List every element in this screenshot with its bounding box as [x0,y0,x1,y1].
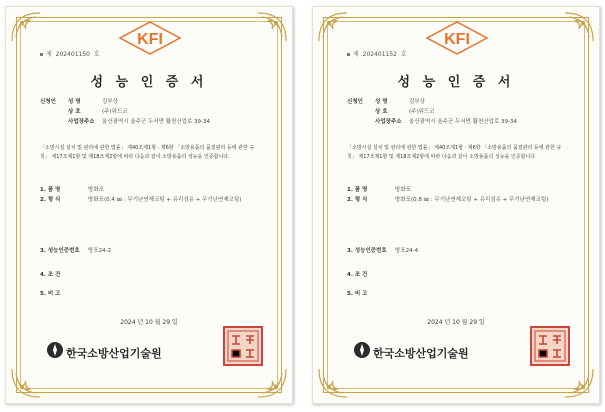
field-label [347,117,375,127]
issue-date: 2024 년 10 월 29 일 [427,319,485,326]
official-seal-icon [222,325,264,367]
legal-statement: 「소방시설 설치 및 관리에 관한 법률」 제40조제1항 · 제6항 「소방용품의 품질관리 등에 관한 규칙」 제17조제1항 및 제18조제2항에 따라 다음과 같이 소방용품의 성능을 인증합니다. [40,145,255,160]
field-label: 성 명 [68,99,81,105]
field-label: 4. 조 건 [347,272,368,278]
applicant-row [40,97,210,107]
bullet-icon [40,53,43,56]
item-remarks [40,290,88,299]
field-label [347,107,375,117]
issuing-organization: 한국소방산업기술원 [66,347,162,360]
field-value: 울산광역시 울주군 두서면 활천산업로 39-34 [102,119,210,125]
certificate-title: 성 능 인 증 서 [90,75,208,90]
field-label: 3. 성능인증번호 [347,248,387,254]
corner-ornament-icon [254,11,288,45]
official-seal-icon [529,325,571,367]
applicant-label: 신청인 [40,99,56,105]
emblem-icon [46,341,64,359]
certificate-number: 제 202401150 호 [40,49,100,58]
applicant-row [40,117,210,127]
field-label: 1. 품 명 [40,187,61,193]
field-value: 울산광역시 울주군 두서면 활천산업로 39-34 [409,119,517,125]
field-label: 5. 비 고 [40,291,61,297]
item-cert-number [40,247,111,256]
field-value: 방화포(0.8 ㎜ : 무기난연제코팅 + 유리섬유 + 무기난연제코팅) [395,197,549,203]
item-cert-number [347,247,418,256]
field-label: 상 호 [68,109,81,115]
field-label: 사업장주소 [68,119,95,125]
applicant-block [347,97,517,127]
item-product-name [40,186,104,195]
corner-ornament-icon [561,11,595,45]
field-label [40,117,68,127]
field-label: 2. 형 식 [347,197,368,203]
corner-ornament-icon [10,365,44,399]
field-label: 2. 형 식 [40,197,61,203]
field-value: (주)위드코 [102,109,128,115]
item-type [40,196,242,205]
field-label: 사업장주소 [375,119,402,125]
corner-ornament-icon [10,11,44,45]
applicant-row [40,107,210,117]
bullet-icon [347,53,350,56]
item-conditions [347,271,395,280]
legal-statement: 「소방시설 설치 및 관리에 관한 법률」 제40조제1항 · 제6항 「소방용품의 품질관리 등에 관한 규칙」 제17조제1항 및 제18조제2항에 따라 다음과 같이 소방용품의 성능을 인증합니다. [347,145,562,160]
applicant-row [347,97,517,107]
corner-ornament-icon [561,365,595,399]
applicant-row [347,117,517,127]
issue-date: 2024 년 10 월 29 일 [120,319,178,326]
item-remarks [347,290,395,299]
field-label: 1. 품 명 [347,187,368,193]
field-label: 3. 성능인증번호 [40,248,80,254]
certificate-1 [5,6,293,404]
field-label [40,107,68,117]
kfi-logo [118,21,182,55]
field-label: 상 호 [375,109,388,115]
field-value: (주)위드코 [409,109,435,115]
kfi-logo-text: KFI [137,31,163,48]
item-conditions [40,271,88,280]
kfi-logo-text: KFI [444,31,470,48]
issuing-organization: 한국소방산업기술원 [373,347,469,360]
field-value: 김부상 [409,99,425,105]
item-product-name [347,186,411,195]
field-value: 방화포 [88,187,104,193]
certificate-number: 제 202401152 호 [347,49,407,58]
kfi-logo [425,21,489,55]
corner-ornament-icon [254,365,288,399]
applicant-block [40,97,210,127]
corner-ornament-icon [317,365,351,399]
field-value: 방화포(0.4 ㎜ : 무기난연제코팅 + 유리섬유 + 무기난연제코팅) [88,197,242,203]
field-value: 방화포 [395,187,411,193]
field-value: 김부상 [102,99,118,105]
field-label: 성 명 [375,99,388,105]
applicant-row [347,107,517,117]
certificate-2 [312,6,600,404]
certificate-title: 성 능 인 증 서 [397,75,515,90]
field-label: 5. 비 고 [347,291,368,297]
applicant-label: 신청인 [347,99,363,105]
field-value: 방포24-4 [395,248,419,254]
item-type [347,196,549,205]
corner-ornament-icon [317,11,351,45]
field-label: 4. 조 건 [40,272,61,278]
field-value: 방포24-2 [88,248,112,254]
emblem-icon [353,341,371,359]
